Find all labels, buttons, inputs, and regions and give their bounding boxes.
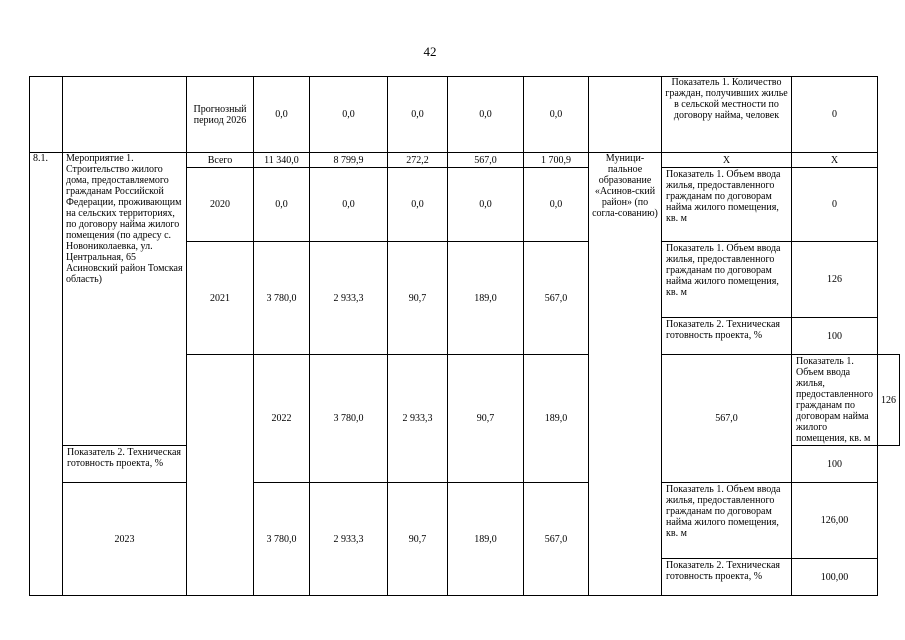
indicator-value-cell: 100 [792, 446, 878, 483]
indicator-cell: Показатель 1. Объем ввода жилья, предоставленного гражданам по договорам найма жилого помещения, кв. м [792, 355, 878, 446]
value-cell: 567,0 [448, 153, 524, 168]
value-cell: 0,0 [524, 168, 589, 242]
page-number: 42 [423, 44, 437, 59]
value-cell: 189,0 [448, 242, 524, 355]
value-cell: 1 700,9 [524, 153, 589, 168]
value-cell: 0,0 [448, 168, 524, 242]
value-cell: 0,0 [254, 77, 310, 153]
value-cell: 567,0 [662, 355, 792, 483]
empty-cell [30, 77, 63, 153]
value-cell: 2 933,3 [310, 483, 388, 596]
indicator-cell: Показатель 2. Техническая готовность проекта, % [662, 559, 792, 596]
value-cell: 0,0 [310, 77, 388, 153]
empty-cell [589, 77, 662, 153]
year-cell: 2020 [187, 168, 254, 242]
value-cell: 90,7 [448, 355, 524, 483]
executor-cell [589, 153, 662, 596]
period-cell: Прогнозный период 2026 [187, 77, 254, 153]
indicator-value-cell: 0 [792, 77, 878, 153]
empty-cell [63, 77, 187, 153]
indicator-value-cell: 126 [792, 242, 878, 318]
indicator-cell: Показатель 1. Объем ввода жилья, предоставленного гражданам по договорам найма жилого помещения, кв. м [662, 242, 792, 318]
value-cell: 0,0 [448, 77, 524, 153]
value-cell: 90,7 [388, 242, 448, 355]
value-cell: 272,2 [388, 153, 448, 168]
indicator-value-cell: 126 [877, 355, 899, 446]
value-cell: 0,0 [388, 168, 448, 242]
total-label: Всего [187, 153, 254, 168]
year-cell: 2021 [187, 242, 254, 355]
indicator-cell: Показатель 2. Техническая готовность проекта, % [63, 446, 187, 483]
empty-cell [30, 242, 63, 596]
empty-cell [187, 355, 254, 596]
indicator-cell: Показатель 1. Количество граждан, получивших жилье в сельской местности по договору найма, человек [662, 77, 792, 153]
measure-number: 8.1. [30, 153, 63, 242]
value-cell: 3 780,0 [254, 483, 310, 596]
value-cell: 0,0 [310, 168, 388, 242]
value-cell: 0,0 [388, 77, 448, 153]
table-row-total [30, 153, 900, 168]
value-cell: 11 340,0 [254, 153, 310, 168]
indicator-value-cell: 126,00 [792, 483, 878, 559]
table-row-2023 [30, 483, 900, 559]
value-cell: 189,0 [524, 355, 589, 483]
indicator-value-cell: 100 [792, 318, 878, 355]
value-cell: 0,0 [524, 77, 589, 153]
program-table [29, 76, 900, 596]
table-row-forecast [30, 77, 900, 153]
value-cell: 0,0 [254, 168, 310, 242]
executor-text: Муници-пальное образование «Асинов-ский район» (по согла-сованию) [592, 153, 658, 219]
indicator-cell: X [662, 153, 792, 168]
value-cell: 3 780,0 [310, 355, 388, 483]
indicator-cell: Показатель 1. Объем ввода жилья, предоставленного гражданам по договорам найма жилого помещения, кв. м [662, 168, 792, 242]
value-cell: 3 780,0 [254, 242, 310, 355]
value-cell: 90,7 [388, 483, 448, 596]
measure-name: Мероприятие 1. Строительство жилого дома, предоставляемого гражданам Российской Федерации, проживающим на сельских территориях, по договору найма жилого помещения (по адресу с. Новониколаевка, ул. Центральная, 65 Асиновский район Томская область) [63, 153, 187, 446]
indicator-cell: Показатель 2. Техническая готовность проекта, % [662, 318, 792, 355]
indicator-value-cell: 100,00 [792, 559, 878, 596]
year-cell: 2023 [63, 483, 187, 596]
indicator-value-cell: X [792, 153, 878, 168]
value-cell: 189,0 [448, 483, 524, 596]
year-cell: 2022 [254, 355, 310, 483]
indicator-cell: Показатель 1. Объем ввода жилья, предоставленного гражданам по договорам найма жилого помещения, кв. м [662, 483, 792, 559]
value-cell: 567,0 [524, 483, 589, 596]
value-cell: 2 933,3 [310, 242, 388, 355]
indicator-value-cell: 0 [792, 168, 878, 242]
value-cell: 2 933,3 [388, 355, 448, 483]
value-cell: 8 799,9 [310, 153, 388, 168]
value-cell: 567,0 [524, 242, 589, 355]
